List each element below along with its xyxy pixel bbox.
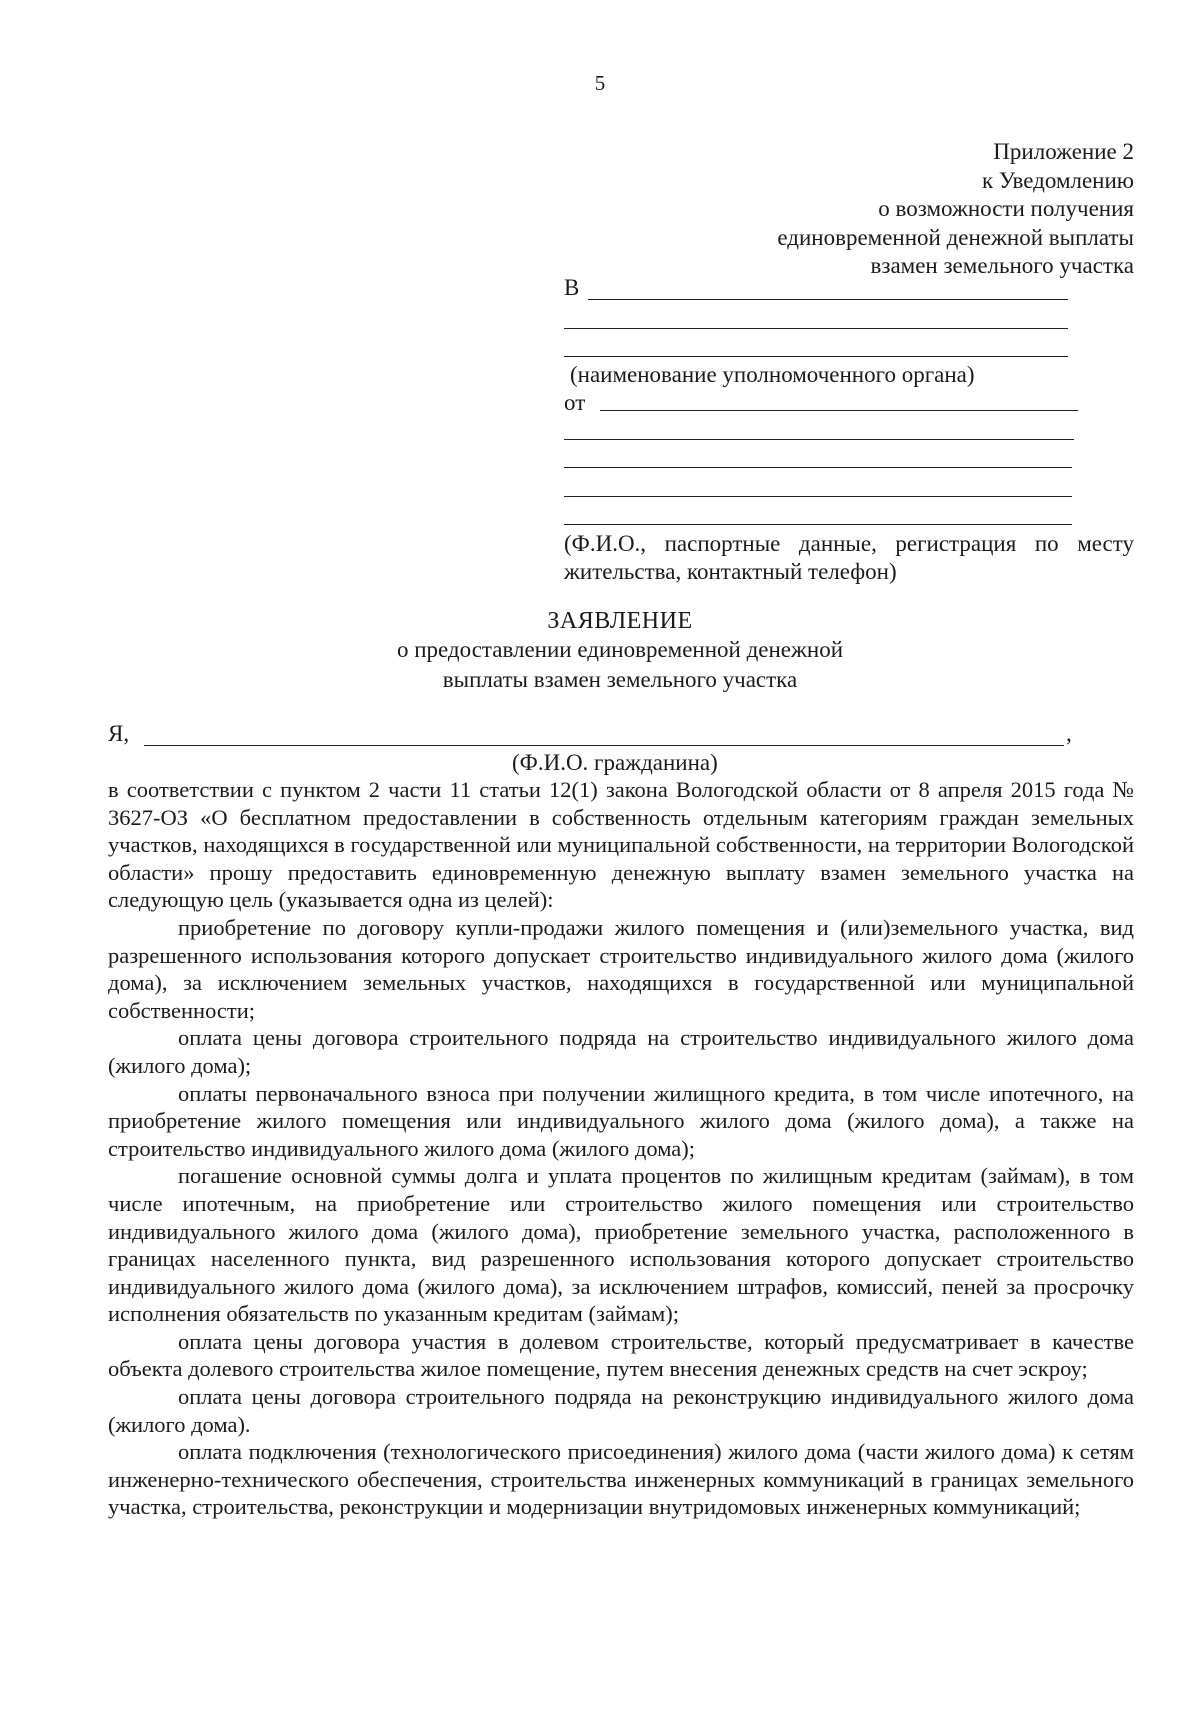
from-field-line[interactable] [564,496,1072,497]
from-field-line[interactable] [564,524,1072,525]
to-field-line[interactable] [564,328,1068,329]
purpose-item: приобретение по договору купли-продажи жилого помещения и (или)земельного участка, вид разрешенного использования которого допускает строительство индивидуального жилого дома (жилого дома), за исключением земельных участков, находящихся в государственной или муниципальной собственности; [108,914,1134,1023]
purpose-item: оплаты первоначального взноса при получении жилищного кредита, в том числе ипотечного, на приобретение жилого помещения или индивидуального жилого дома (жилого дома), а также на строительство индивидуального жилого дома (жилого дома); [108,1080,1134,1161]
purpose-item: оплата цены договора строительного подряда на реконструкцию индивидуального жилого дома (жилого дома). [108,1384,1134,1437]
appendix-line: к Уведомлению [981,167,1134,193]
appendix-header [777,138,1134,281]
document-subtitle-line: выплаты взамен земельного участка [442,667,798,692]
purpose-item: оплата подключения (технологического присоединения) жилого дома (части жилого дома) к сетям инженерно-технического обеспечения, строительства инженерных коммуникаций в границах земельного участка, строительства, реконструкции и модернизации внутридомовых инженерных коммуникаций; [108,1439,1134,1520]
appendix-line: взамен земельного участка [870,253,1134,278]
applicant-caption: (Ф.И.О. гражданина) [512,750,718,775]
purpose-item: оплата цены договора участия в долевом строительстве, который предусматривает в качестве объекта долевого строительства жилое помещение, путем внесения денежных средств на счет эскроу; [108,1328,1134,1382]
statement-body [108,776,1134,1521]
from-prefix: от [564,390,586,415]
to-caption: (наименование уполномоченного органа) [570,362,975,387]
applicant-suffix: , [1066,721,1072,746]
appendix-line: единовременной денежной выплаты [777,224,1134,250]
from-field-line[interactable] [564,439,1074,440]
applicant-field-line[interactable] [144,745,1064,746]
from-field-line[interactable] [564,467,1072,468]
appendix-line: Приложение 2 [993,139,1134,164]
document-title: ЗАЯВЛЕНИЕ [547,608,693,634]
to-field-line[interactable] [564,356,1068,357]
document-subtitle-line: о предоставлении единовременной денежной [396,637,844,662]
from-caption-line2: жительства, контактный телефон) [564,559,897,584]
purpose-item: погашение основной суммы долга и уплата процентов по жилищным кредитам (займам), в том числе ипотечным, на приобретение или строительство жилого помещения или строительство индивидуального жилого дома (жилого дома), приобретение земельного участка, расположенного в границах населенного пункта, вид разрешенного использования которого допускает строительство индивидуального жилого дома (жилого дома), за исключением штрафов, комиссий, пеней за просрочку исполнения обязательств по указанным кредитам (займам); [108,1163,1134,1327]
to-field-line[interactable] [588,299,1068,300]
to-prefix: В [564,275,580,300]
page-number: 5 [594,71,606,95]
purpose-item: оплата цены договора строительного подряда на строительство индивидуального жилого дома (жилого дома); [108,1025,1134,1078]
from-field-line[interactable] [600,410,1078,411]
from-caption-line1: (Ф.И.О., паспортные данные, регистрация по месту [564,531,1134,556]
appendix-line: о возможности получения [878,196,1134,221]
body-intro: в соответствии с пунктом 2 части 11 статьи 12(1) закона Вологодской области от 8 апреля 2015 года № 3627-ОЗ «О бесплатном предоставлении в собственность отдельным категориям граждан земельных участков, находящихся в государственной или муниципальной собственности, на территории Вологодской области» прошу предоставить единовременную денежную выплату взамен земельного участка на следующую цель (указывается одна из целей): [108,777,1134,913]
applicant-prefix: Я, [108,721,130,746]
